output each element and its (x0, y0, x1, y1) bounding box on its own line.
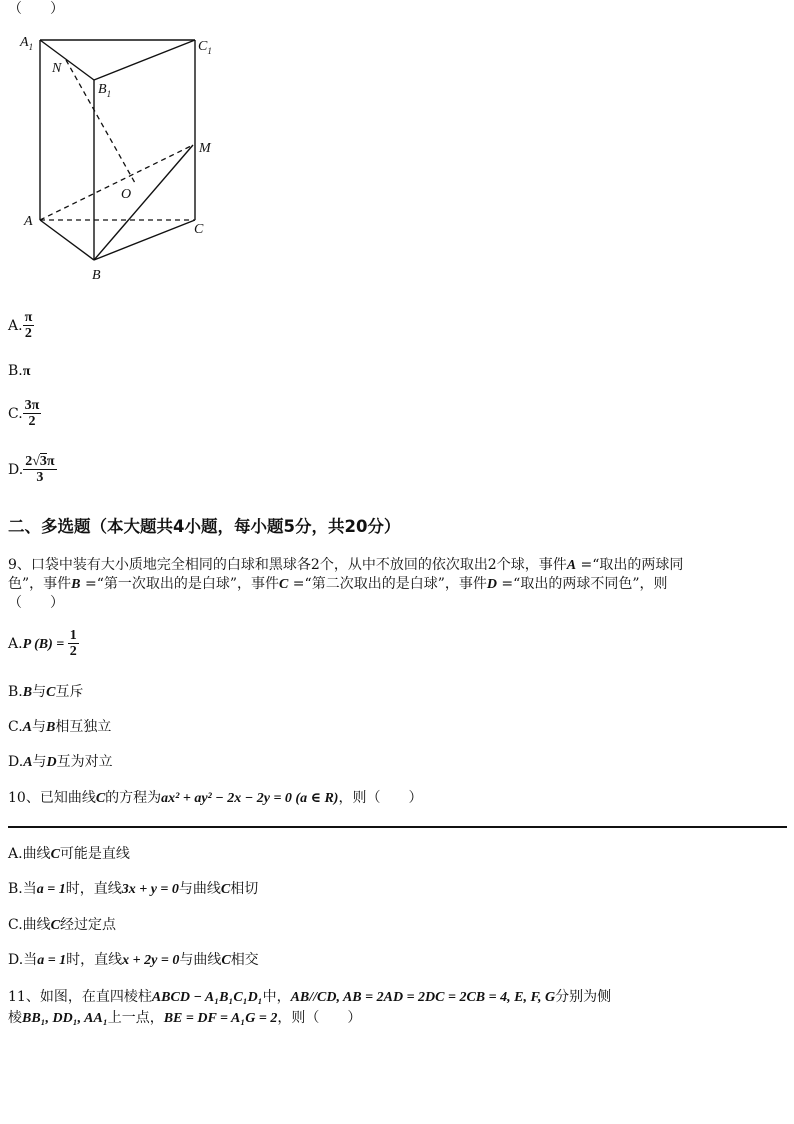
edge-a-b (40, 220, 94, 260)
edge-b-m (94, 145, 193, 260)
q10-stem: 10、已知曲线C的方程为ax² + ay² − 2x − 2y = 0 (a ∈ R)，则（ ） (8, 790, 423, 806)
q9-option-c[interactable]: C.A与B相互独立 (8, 719, 112, 735)
label-b: B (92, 268, 101, 283)
q11-stem-line1: 11、如图，在直四棱柱ABCD − A₁B₁C₁D₁中，AB//CD, AB = 2AD = 2DC = 2CB = 4, E, F, G分别为侧 (8, 989, 612, 1005)
q8-option-b[interactable]: B.π (8, 363, 31, 379)
q8-c-fraction: $\frac{3\pi}{2}$ (24, 398, 40, 430)
q9-option-d[interactable]: D.A与D互为对立 (8, 754, 113, 770)
edge-b1-c1 (94, 40, 195, 80)
q9-stem-line1: 9、口袋中装有大小质地完全相同的白球和黑球各2个，从中不放回的依次取出2个球，事件A =“取出的两球同 (8, 557, 684, 573)
q9-stem-line3: （ ） (8, 595, 64, 611)
hidden-edge-a-m (40, 145, 193, 220)
label-m: M (199, 141, 211, 156)
section-2-heading: 二、多选题（本大题共4小题，每小题5分，共20分） (8, 517, 401, 536)
label-b1: $B_1$ (98, 82, 112, 99)
hidden-edge-n-o (66, 60, 135, 183)
divider-line (8, 826, 787, 828)
q11-stem-line2: 棱BB₁, DD₁, AA₁上一点，BE = DF = A₁G = 2，则（ ） (8, 1010, 362, 1026)
label-c1: $C_1$ (198, 39, 212, 56)
q8-option-c[interactable]: C. $\frac{3\pi}{2}$ (8, 398, 40, 430)
q8-option-a[interactable]: A. $\frac{\pi}{2}$ (8, 310, 33, 342)
q8-a-fraction: $\frac{\pi}{2}$ (24, 310, 33, 342)
label-a1: $A_1$ (20, 35, 34, 52)
label-c: C (194, 222, 204, 237)
q8-d-fraction: $\frac{2√3\pi}{3}$ (25, 454, 55, 486)
label-a: A (24, 214, 33, 229)
prism-figure (0, 0, 230, 285)
q10-option-b[interactable]: B.当a = 1时，直线3x + y = 0与曲线C相切 (8, 881, 259, 897)
q9-stem-line2: 色”，事件B =“第一次取出的是白球”，事件C =“第二次取出的是白球”，事件D =“取出的两球不同色”，则 (8, 576, 668, 592)
edge-a1-b1 (40, 40, 94, 80)
q9-option-b[interactable]: B.B与C互斥 (8, 684, 84, 700)
q9-option-a[interactable]: A.P (B) = $\frac{1}{2}$ (8, 628, 77, 660)
q10-option-d[interactable]: D.当a = 1时，直线x + 2y = 0与曲线C相交 (8, 952, 259, 968)
q10-option-a[interactable]: A.曲线C可能是直线 (8, 846, 130, 862)
q9-a-fraction: $\frac{1}{2}$ (69, 628, 77, 660)
edge-b-c (94, 220, 195, 260)
q10-option-c[interactable]: C.曲线C经过定点 (8, 917, 117, 933)
question-8-paren: （ ） (8, 1, 64, 17)
label-n: N (52, 61, 62, 76)
q8-option-d[interactable]: D. $\frac{2√3\pi}{3}$ (8, 454, 55, 486)
label-o: O (121, 187, 132, 202)
